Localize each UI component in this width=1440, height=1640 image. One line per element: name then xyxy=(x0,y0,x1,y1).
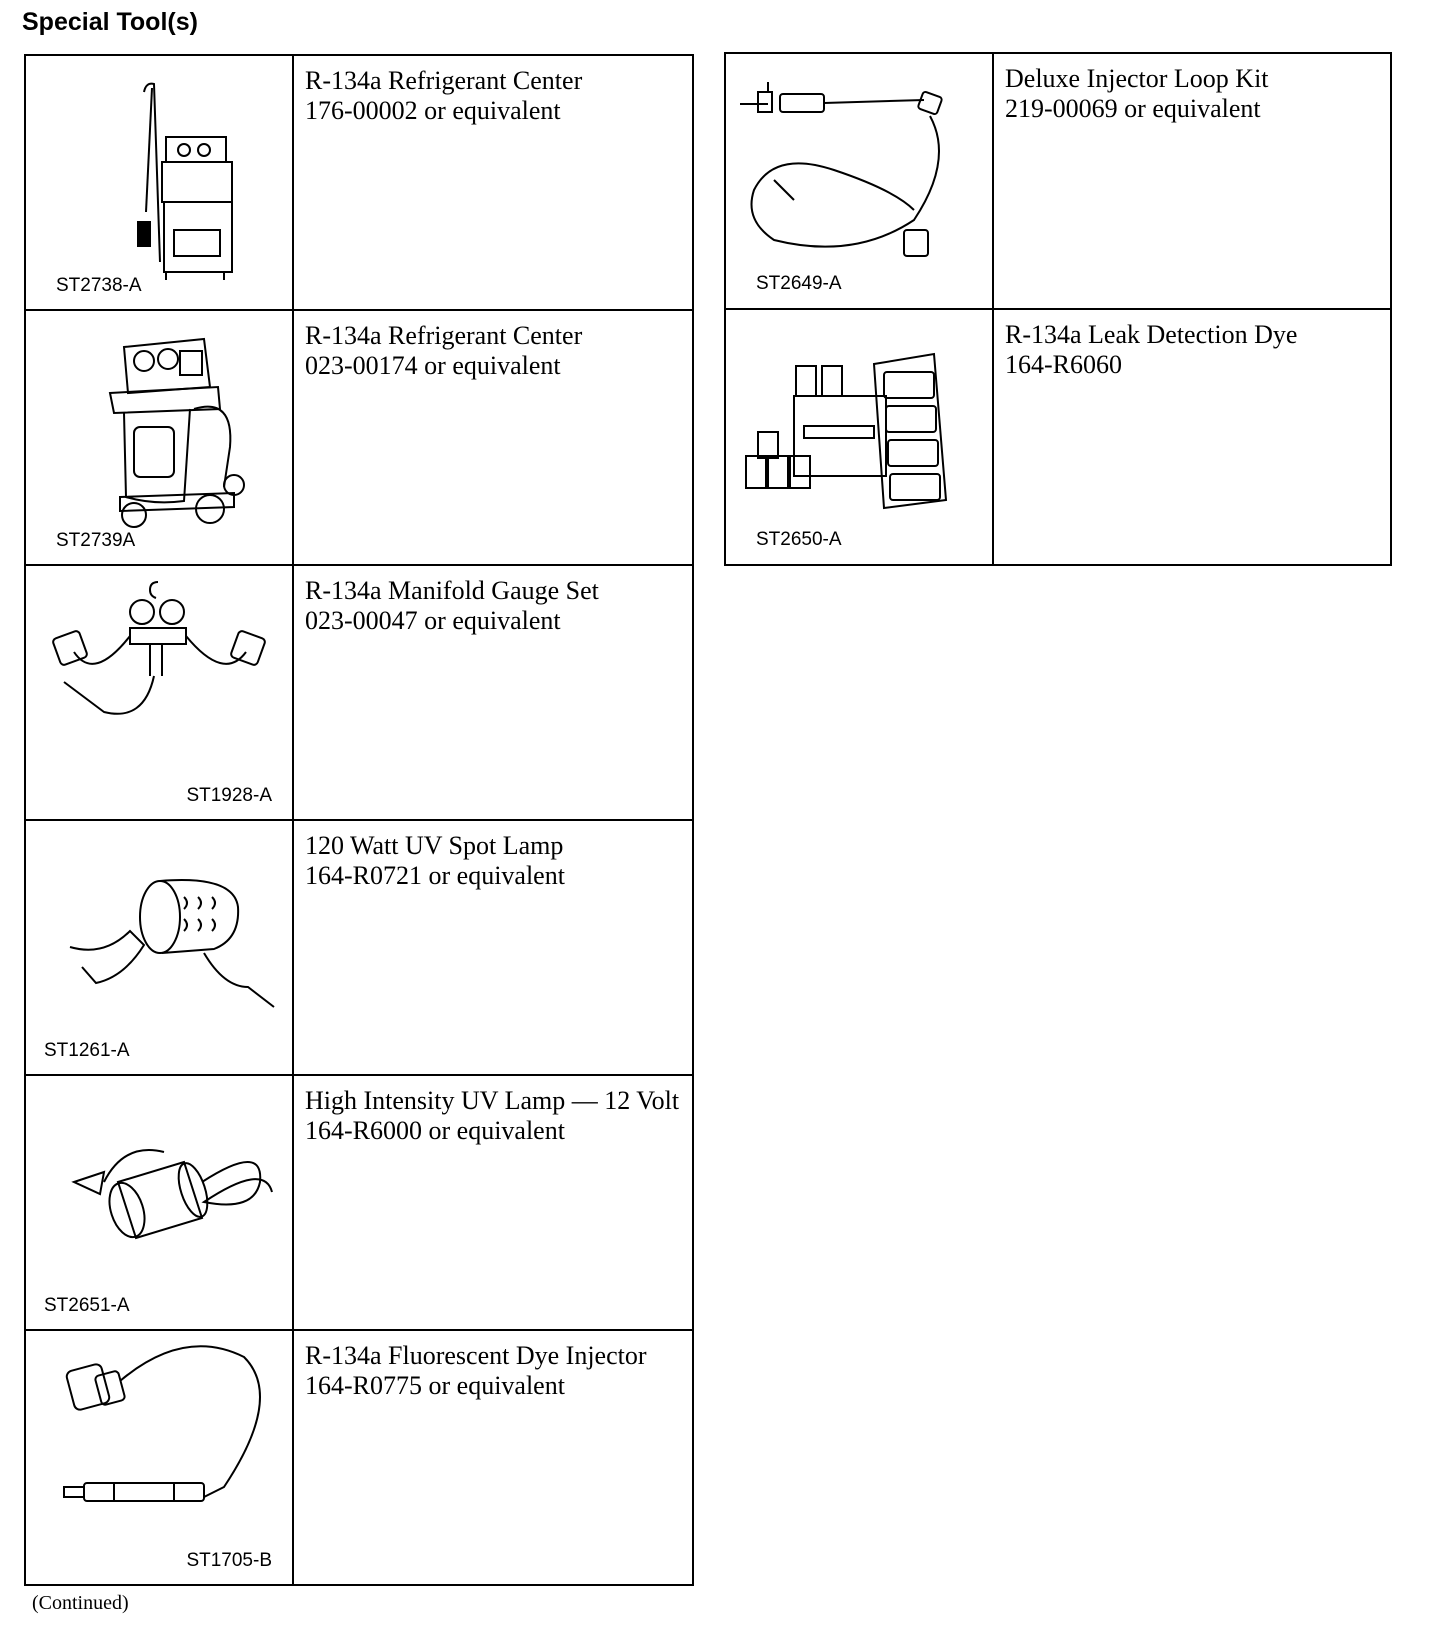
tool-description-cell xyxy=(293,310,693,565)
page-title: Special Tool(s) xyxy=(22,8,198,36)
tool-code: ST2739A xyxy=(56,530,136,551)
refrigerant-center-cart-icon xyxy=(34,62,284,282)
uv-lamp-12v-icon xyxy=(34,1082,284,1302)
tool-name: R-134a Refrigerant Center xyxy=(305,66,583,95)
tool-code: ST2649-A xyxy=(756,273,842,294)
table-row xyxy=(25,565,693,820)
tool-name: Deluxe Injector Loop Kit xyxy=(1005,64,1269,93)
tool-part-number: 164-R6060 xyxy=(1005,350,1122,379)
tool-description-cell xyxy=(993,53,1391,309)
tool-illustration-cell xyxy=(25,1075,293,1330)
tool-part-number: 164-R0775 or equivalent xyxy=(305,1371,565,1400)
tool-illustration-cell xyxy=(725,53,993,309)
tool-name: R-134a Fluorescent Dye Injector xyxy=(305,1341,647,1370)
manifold-gauge-icon xyxy=(34,572,284,792)
tool-illustration-cell xyxy=(25,310,293,565)
table-row xyxy=(25,1330,693,1585)
tool-description-cell xyxy=(293,55,693,310)
tool-description-cell xyxy=(293,565,693,820)
table-row xyxy=(725,309,1391,565)
tool-description-cell xyxy=(293,820,693,1075)
tool-part-number: 023-00047 or equivalent xyxy=(305,606,561,635)
tool-description-cell xyxy=(293,1075,693,1330)
tool-description-cell xyxy=(993,309,1391,565)
tools-table-left xyxy=(24,54,694,1586)
table-row xyxy=(25,820,693,1075)
tool-illustration-cell xyxy=(25,820,293,1075)
tool-code: ST1705-B xyxy=(186,1550,272,1571)
table-row xyxy=(25,1075,693,1330)
injector-loop-kit-icon xyxy=(734,60,984,280)
table-row xyxy=(25,310,693,565)
tool-code: ST1261-A xyxy=(44,1040,130,1061)
tool-part-number: 164-R0721 or equivalent xyxy=(305,861,565,890)
tool-code: ST2650-A xyxy=(756,529,842,550)
leak-detection-dye-icon xyxy=(734,316,984,536)
uv-spot-lamp-icon xyxy=(34,827,284,1047)
tool-part-number: 219-00069 or equivalent xyxy=(1005,94,1261,123)
table-row xyxy=(725,53,1391,309)
tool-name: 120 Watt UV Spot Lamp xyxy=(305,831,564,860)
tool-illustration-cell xyxy=(25,55,293,310)
tool-illustration-cell xyxy=(25,1330,293,1585)
tool-illustration-cell xyxy=(725,309,993,565)
tool-code: ST1928-A xyxy=(186,785,272,806)
tool-illustration-cell xyxy=(25,565,293,820)
tool-description-cell xyxy=(293,1330,693,1585)
dye-injector-icon xyxy=(34,1337,284,1557)
table-row xyxy=(25,55,693,310)
tool-part-number: 176-00002 or equivalent xyxy=(305,96,561,125)
tool-name: R-134a Manifold Gauge Set xyxy=(305,576,599,605)
tool-name: R-134a Leak Detection Dye xyxy=(1005,320,1298,349)
tool-part-number: 164-R6000 or equivalent xyxy=(305,1116,565,1145)
refrigerant-center-machine-icon xyxy=(34,317,284,537)
continued-note: (Continued) xyxy=(32,1592,129,1614)
tool-code: ST2738-A xyxy=(56,275,142,296)
tool-part-number: 023-00174 or equivalent xyxy=(305,351,561,380)
tool-code: ST2651-A xyxy=(44,1295,130,1316)
tools-table-right xyxy=(724,52,1392,566)
tool-name: High Intensity UV Lamp — 12 Volt xyxy=(305,1086,680,1115)
tool-name: R-134a Refrigerant Center xyxy=(305,321,583,350)
